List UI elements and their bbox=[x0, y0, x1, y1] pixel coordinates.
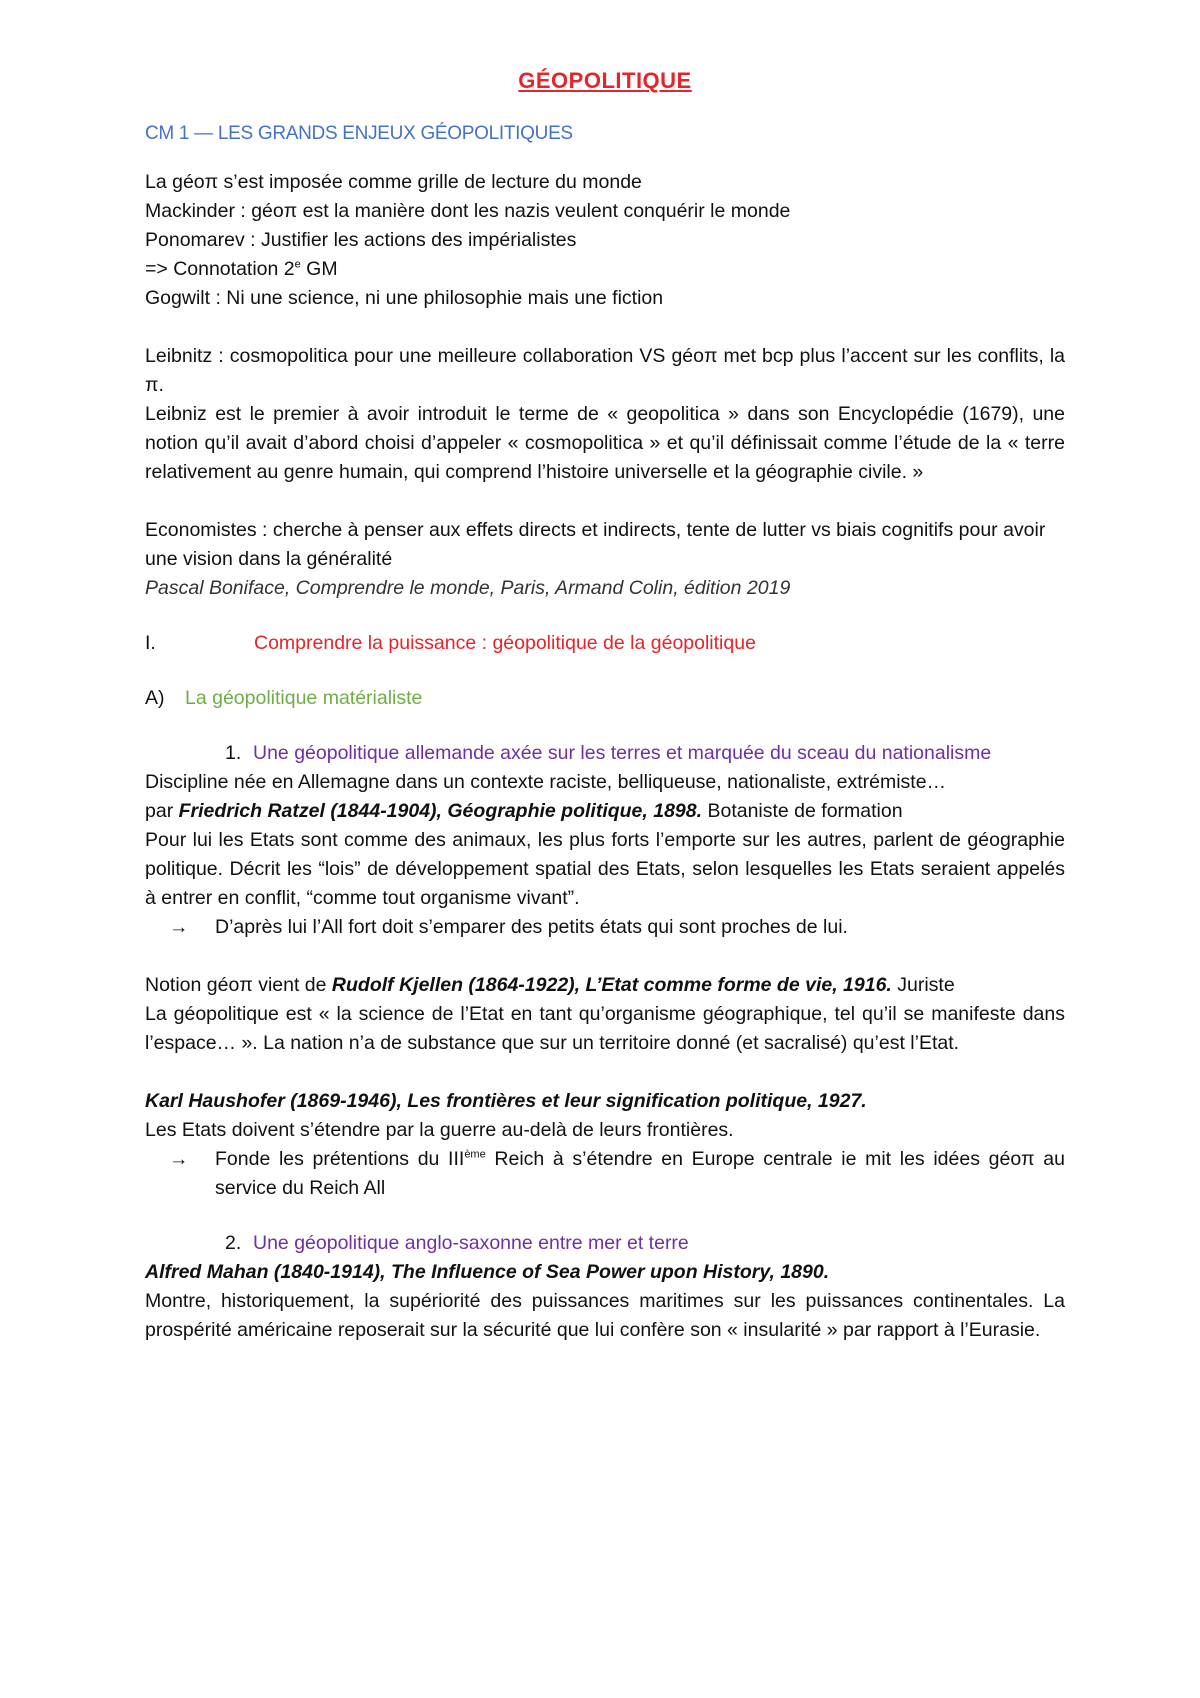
paragraph: Discipline née en Allemagne dans un contexte raciste, belliqueuse, nationaliste, extrémiste… bbox=[145, 771, 947, 793]
superscript: ème bbox=[464, 1148, 486, 1161]
section-heading-1 bbox=[145, 629, 1065, 658]
intro-text: GM bbox=[300, 258, 338, 280]
paragraph: La géopolitique est « la science de l’Etat en tant qu’organisme géographique, tel qu’il se manifeste dans l’espace… ». La nation n’a de substance que sur un territoire donné (et sacralisé) qu’est l’Etat. bbox=[145, 1003, 1065, 1054]
text: Botaniste de formation bbox=[702, 800, 903, 822]
section-title: Comprendre la puissance : géopolitique de la géopolitique bbox=[254, 632, 756, 654]
section-number: A) bbox=[145, 687, 165, 709]
intro-line: Mackinder : géoπ est la manière dont les nazis veulent conquérir le monde bbox=[145, 200, 791, 222]
leibniz-paragraph: Leibnitz : cosmopolitica pour une meilleure collaboration VS géoπ met bcp plus l’accent sur les conflits, la π. bbox=[145, 345, 1065, 396]
arrow-icon: → bbox=[169, 1148, 189, 1170]
subsection-number: 2. bbox=[225, 1232, 242, 1254]
paragraph: Montre, historiquement, la supériorité des puissances maritimes sur les puissances continentales. La prospérité américaine reposerait sur la sécurité que lui confère son « insularité » par rapport à l’Eurasie. bbox=[145, 1290, 1065, 1341]
intro-line: La géoπ s’est imposée comme grille de lecture du monde bbox=[145, 171, 642, 193]
intro-line: Gogwilt : Ni une science, ni une philosophie mais une fiction bbox=[145, 287, 664, 309]
citation: Rudolf Kjellen (1864-1922), L’Etat comme forme de vie, 1916. bbox=[331, 974, 892, 996]
intro-text: => Connotation 2 bbox=[145, 258, 295, 280]
intro-line: Ponomarev : Justifier les actions des impérialistes bbox=[145, 229, 577, 251]
text: par bbox=[145, 800, 179, 822]
economistes-paragraph: Economistes : cherche à penser aux effets directs et indirects, tente de lutter vs biais cognitifs pour avoir une vision dans la généralité bbox=[145, 519, 1046, 570]
text: Fonde les prétentions du III bbox=[215, 1148, 465, 1170]
subsection-heading-1 bbox=[145, 739, 1065, 768]
subsection-title: Une géopolitique anglo-saxonne entre mer et terre bbox=[253, 1232, 689, 1254]
subsection-title: Une géopolitique allemande axée sur les terres et marquée du sceau du nationalisme bbox=[253, 742, 992, 764]
leibniz-paragraph: Leibniz est le premier à avoir introduit le terme de « geopolitica » dans son Encyclopédie (1679), une notion qu’il avait d’abord choisi d’appeler « cosmopolitica » et qu’il définissait comme l’étude de la « terre relativement au genre humain, qui comprend l’histoire universelle et la géographie civile. » bbox=[145, 403, 1065, 483]
paragraph bbox=[145, 797, 1065, 826]
text: Reich à s’étendre en Europe centrale ie mit les idées géoπ au service du Reich All bbox=[215, 1148, 1065, 1199]
section-title: La géopolitique matérialiste bbox=[185, 687, 423, 709]
citation: Karl Haushofer (1869-1946), Les frontières et leur signification politique, 1927. bbox=[145, 1090, 867, 1112]
text: Notion géoπ vient de bbox=[145, 974, 332, 996]
intro-line bbox=[145, 255, 1065, 284]
subsection-number: 1. bbox=[225, 742, 242, 764]
arrow-point bbox=[145, 1145, 1065, 1203]
page-title: GÉOPOLITIQUE bbox=[518, 68, 692, 93]
subsection-heading-2 bbox=[145, 1229, 1065, 1258]
paragraph bbox=[145, 971, 1065, 1000]
intro-block bbox=[145, 168, 1065, 313]
citation: Alfred Mahan (1840-1914), The Influence of Sea Power upon History, 1890. bbox=[145, 1261, 830, 1283]
paragraph: Les Etats doivent s’étendre par la guerre au-delà de leurs frontières. bbox=[145, 1119, 734, 1141]
citation: Friedrich Ratzel (1844-1904), Géographie politique, 1898. bbox=[178, 800, 703, 822]
arrow-point bbox=[145, 913, 1065, 942]
section-number: I. bbox=[145, 632, 156, 654]
section-heading-a bbox=[145, 684, 1065, 713]
arrow-text: D’après lui l’All fort doit s’emparer des petits états qui sont proches de lui. bbox=[215, 916, 848, 938]
document-page bbox=[145, 66, 1065, 1345]
arrow-icon: → bbox=[169, 916, 189, 938]
text: Juriste bbox=[891, 974, 955, 996]
paragraph: Pour lui les Etats sont comme des animaux, les plus forts l’emporte sur les autres, parlent de géographie politique. Décrit les “lois” de développement spatial des Etats, selon lesquelles les Etats seraient appelés à entrer en conflit, “comme tout organisme vivant”. bbox=[145, 829, 1065, 909]
course-heading: CM 1 — LES GRANDS ENJEUX GÉOPOLITIQUES bbox=[145, 123, 573, 144]
arrow-text bbox=[215, 1145, 1065, 1203]
reference: Pascal Boniface, Comprendre le monde, Paris, Armand Colin, édition 2019 bbox=[145, 577, 791, 599]
superscript: e bbox=[294, 258, 301, 271]
